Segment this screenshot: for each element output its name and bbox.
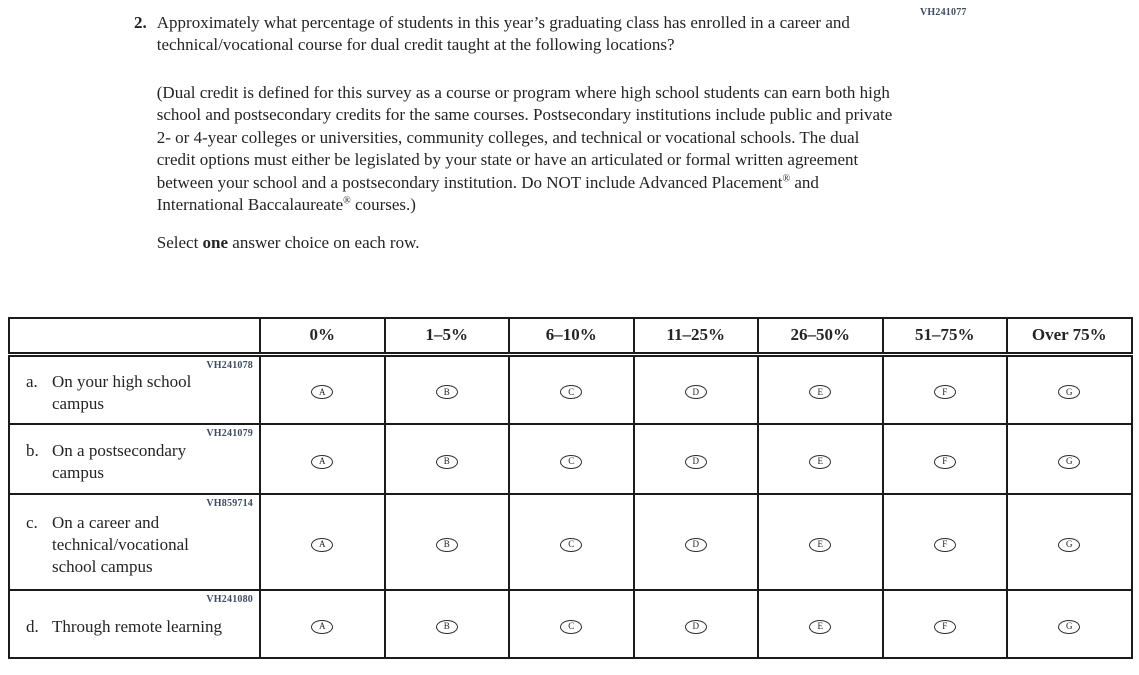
registered-trademark-icon: ® xyxy=(343,195,351,207)
row-letter: a. xyxy=(26,371,38,391)
answer-cell xyxy=(883,354,1008,424)
row-label-text: On your high school campus xyxy=(52,371,192,413)
answer-cell xyxy=(758,424,883,494)
answer-bubble-a[interactable]: A xyxy=(311,455,333,469)
answer-cell xyxy=(758,494,883,590)
answer-bubble-c[interactable]: C xyxy=(560,620,582,634)
question-instruction xyxy=(157,232,902,254)
question-definition xyxy=(157,82,902,217)
table-row-d xyxy=(9,590,1132,658)
definition-text-2: and International Baccalaureate xyxy=(156,172,819,215)
column-header-26-50pct: 26–50% xyxy=(758,318,883,354)
answer-cell xyxy=(634,354,759,424)
question-prompt: Approximately what percentage of students in this year’s graduating class has enrolled in a career and technical/vocational course for dual credit taught at the following locations? xyxy=(156,13,850,55)
answer-table xyxy=(8,317,1133,659)
answer-bubble-f[interactable]: F xyxy=(934,385,956,399)
answer-cell xyxy=(1007,354,1132,424)
answer-cell xyxy=(634,494,759,590)
answer-cell xyxy=(1007,494,1132,590)
answer-cell xyxy=(509,354,634,424)
answer-cell xyxy=(509,424,634,494)
answer-cell xyxy=(509,494,634,590)
answer-cell xyxy=(883,590,1008,658)
answer-bubble-g[interactable]: G xyxy=(1058,620,1080,634)
answer-bubble-b[interactable]: B xyxy=(436,385,458,399)
column-header-51-75pct: 51–75% xyxy=(883,318,1008,354)
answer-cell xyxy=(260,424,385,494)
row-label-cell xyxy=(9,354,260,424)
instruction-text-post: answer choice on each row. xyxy=(228,232,420,252)
row-letter: b. xyxy=(26,440,39,460)
answer-bubble-d[interactable]: D xyxy=(685,538,707,552)
answer-bubble-b[interactable]: B xyxy=(436,455,458,469)
row-id-code: VH859714 xyxy=(206,498,253,509)
answer-cell xyxy=(385,424,510,494)
answer-cell xyxy=(260,590,385,658)
answer-bubble-g[interactable]: G xyxy=(1058,385,1080,399)
registered-trademark-icon: ® xyxy=(782,172,791,184)
answer-bubble-d[interactable]: D xyxy=(685,385,707,399)
column-header-over-75pct: Over 75% xyxy=(1007,318,1132,354)
answer-bubble-f[interactable]: F xyxy=(934,538,956,552)
instruction-text-pre: Select xyxy=(156,232,203,252)
answer-cell xyxy=(758,354,883,424)
table-header-row xyxy=(9,318,1132,354)
row-letter: c. xyxy=(26,512,38,532)
row-label-text: On a career and technical/vocational school campus xyxy=(52,512,189,577)
answer-cell xyxy=(385,494,510,590)
definition-text-1: (Dual credit is defined for this survey as a course or program where high school students can earn both high school and postsecondary credits for the same courses. Postsecondary institutions include public and private 2- or 4-year colleges or universities, community colleges, and technical or vocational schools. The dual credit options must either be legislated by your state or have an articulated or formal written agreement between your school and a postsecondary institution. Do NOT include Advanced Placement xyxy=(156,82,893,192)
answer-cell xyxy=(883,424,1008,494)
row-id-code: VH241078 xyxy=(206,359,253,371)
row-letter: d. xyxy=(26,616,39,636)
row-label-cell xyxy=(9,424,260,494)
answer-cell xyxy=(1007,590,1132,658)
header-empty-cell xyxy=(9,318,260,354)
answer-cell xyxy=(758,590,883,658)
answer-bubble-e[interactable]: E xyxy=(809,455,831,469)
answer-bubble-e[interactable]: E xyxy=(809,620,831,634)
row-id-code: VH241079 xyxy=(206,428,253,439)
answer-cell xyxy=(1007,424,1132,494)
answer-bubble-f[interactable]: F xyxy=(934,455,956,469)
question-block xyxy=(134,12,924,279)
answer-bubble-e[interactable]: E xyxy=(809,538,831,552)
answer-bubble-d[interactable]: D xyxy=(685,620,707,634)
answer-bubble-a[interactable]: A xyxy=(311,385,333,399)
answer-bubble-a[interactable]: A xyxy=(311,538,333,552)
question-number: 2. xyxy=(134,13,147,32)
answer-cell xyxy=(385,354,510,424)
answer-cell xyxy=(634,424,759,494)
row-id-code: VH241080 xyxy=(206,594,253,605)
answer-bubble-c[interactable]: C xyxy=(560,385,582,399)
column-header-0pct: 0% xyxy=(260,318,385,354)
table-row-b xyxy=(9,424,1132,494)
answer-cell xyxy=(260,494,385,590)
definition-text-3: courses.) xyxy=(350,195,416,215)
answer-bubble-a[interactable]: A xyxy=(311,620,333,634)
answer-bubble-b[interactable]: B xyxy=(436,620,458,634)
answer-cell xyxy=(385,590,510,658)
answer-bubble-f[interactable]: F xyxy=(934,620,956,634)
answer-bubble-b[interactable]: B xyxy=(436,538,458,552)
answer-bubble-g[interactable]: G xyxy=(1058,538,1080,552)
table-row-c xyxy=(9,494,1132,590)
column-header-11-25pct: 11–25% xyxy=(634,318,759,354)
question-id-code: VH241077 xyxy=(920,7,967,18)
answer-bubble-e[interactable]: E xyxy=(809,385,831,399)
table-row-a xyxy=(9,354,1132,424)
column-header-1-5pct: 1–5% xyxy=(385,318,510,354)
row-label-cell xyxy=(9,590,260,658)
answer-cell xyxy=(509,590,634,658)
answer-bubble-c[interactable]: C xyxy=(560,455,582,469)
answer-cell xyxy=(634,590,759,658)
instruction-text-bold: one xyxy=(202,232,229,252)
answer-bubble-d[interactable]: D xyxy=(685,455,707,469)
answer-bubble-c[interactable]: C xyxy=(560,538,582,552)
answer-cell xyxy=(260,354,385,424)
column-header-6-10pct: 6–10% xyxy=(509,318,634,354)
row-label-text: Through remote learning xyxy=(52,616,222,636)
answer-bubble-g[interactable]: G xyxy=(1058,455,1080,469)
question-content xyxy=(157,12,902,279)
row-label-cell xyxy=(9,494,260,590)
answer-cell xyxy=(883,494,1008,590)
row-label-text: On a postsecondary campus xyxy=(52,440,187,482)
